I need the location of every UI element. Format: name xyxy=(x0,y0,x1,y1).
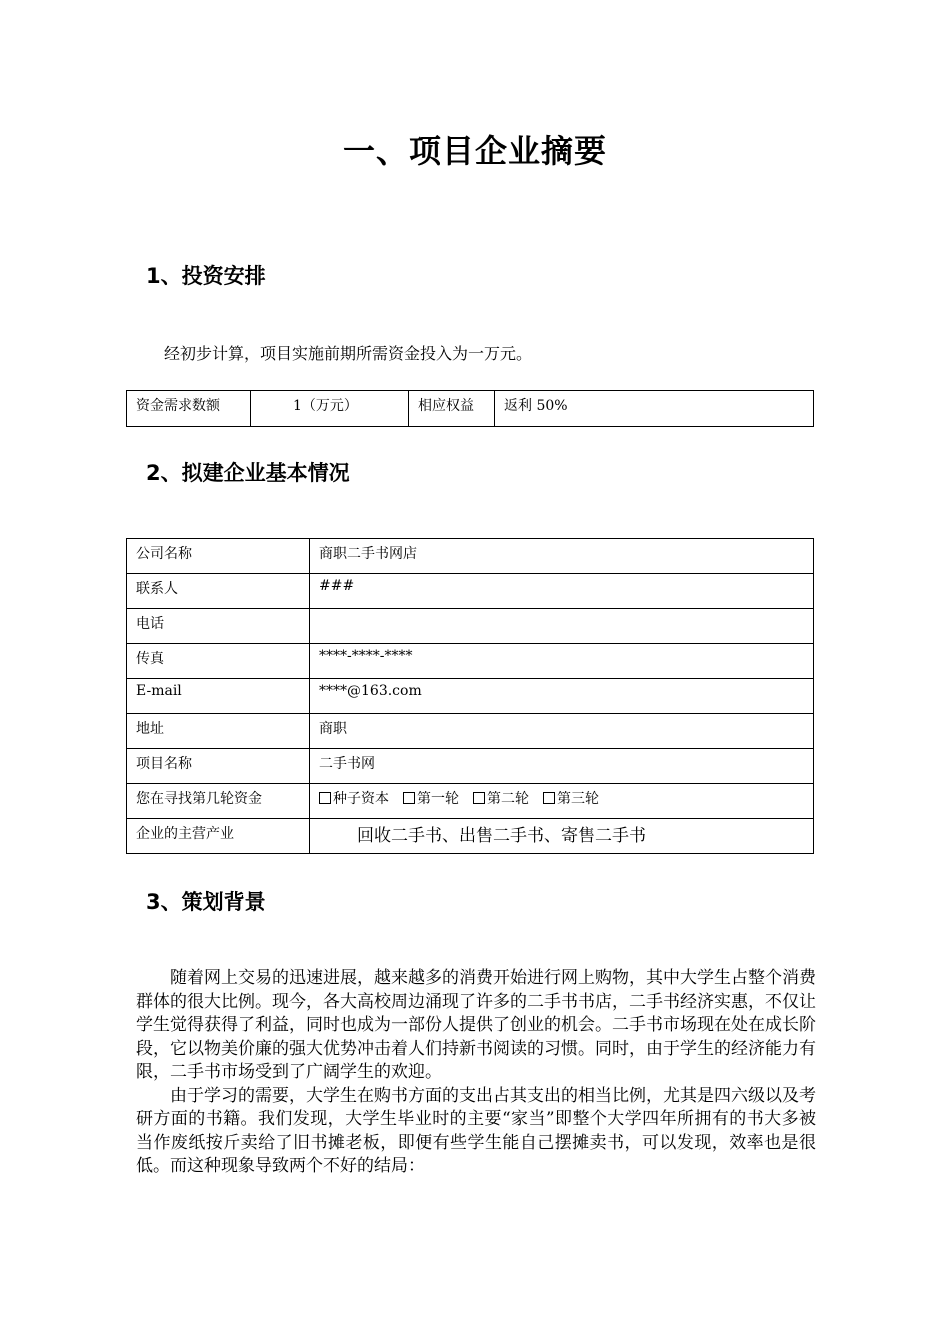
table-row xyxy=(127,574,814,609)
checkbox-icon[interactable] xyxy=(403,792,415,804)
checkbox-icon[interactable] xyxy=(319,792,331,804)
page-title: 一、项目企业摘要 xyxy=(342,132,607,170)
email-label: E-mail xyxy=(127,679,310,714)
table-row xyxy=(127,749,814,784)
checkbox-icon[interactable] xyxy=(543,792,555,804)
table-row xyxy=(127,644,814,679)
email-value: ****@163.com xyxy=(310,679,814,714)
table-row xyxy=(127,391,814,427)
investment-intro: 经初步计算，项目实施前期所需资金投入为一万元。 xyxy=(164,344,533,363)
table-row xyxy=(127,714,814,749)
phone-value xyxy=(310,609,814,644)
table-row xyxy=(127,784,814,819)
fax-label: 传真 xyxy=(127,644,310,679)
company-name-label: 公司名称 xyxy=(127,539,310,574)
section-heading-investment: 1、投资安排 xyxy=(146,264,266,288)
background-text xyxy=(136,967,816,1179)
company-name-value: 商职二手书网店 xyxy=(310,539,814,574)
checkbox-icon[interactable] xyxy=(473,792,485,804)
contact-label: 联系人 xyxy=(127,574,310,609)
table-row xyxy=(127,539,814,574)
project-name-value: 二手书网 xyxy=(310,749,814,784)
round-option-third[interactable]: 第三轮 xyxy=(543,788,599,808)
section-heading-company: 2、拟建企业基本情况 xyxy=(146,461,350,485)
round-option-second[interactable]: 第二轮 xyxy=(473,788,529,808)
table-row xyxy=(127,679,814,714)
address-label: 地址 xyxy=(127,714,310,749)
main-industry-label: 企业的主营产业 xyxy=(127,819,310,854)
funding-round-label: 您在寻找第几轮资金 xyxy=(127,784,310,819)
funding-amount-label: 资金需求数额 xyxy=(127,391,251,427)
background-paragraph-2: 由于学习的需要，大学生在购书方面的支出占其支出的相当比例，尤其是四六级以及考研方面的书籍。我们发现，大学生毕业时的主要“家当”即整个大学四年所拥有的书大多被当作废纸按斤卖给了旧书摊老板，即便有些学生能自己摆摊卖书，可以发现，效率也是很低。而这种现象导致两个不好的结局： xyxy=(136,1085,816,1176)
project-name-label: 项目名称 xyxy=(127,749,310,784)
equity-label: 相应权益 xyxy=(409,391,495,427)
equity-value: 返利 50% xyxy=(495,391,814,427)
contact-value: ### xyxy=(310,574,814,609)
address-value: 商职 xyxy=(310,714,814,749)
investment-table xyxy=(126,390,814,427)
funding-round-options xyxy=(310,784,814,819)
background-paragraph-1: 随着网上交易的迅速进展，越来越多的消费开始进行网上购物，其中大学生占整个消费群体的很大比例。现今，各大高校周边涌现了许多的二手书书店，二手书经济实惠，不仅让学生觉得获得了利益，同时也成为一部份人提供了创业的机会。二手书市场现在处在成长阶段，它以物美价廉的强大优势冲击着人们持新书阅读的习惯。同时，由于学生的经济能力有限，二手书市场受到了广阔学生的欢迎。 xyxy=(136,968,816,1082)
table-row xyxy=(127,609,814,644)
phone-label: 电话 xyxy=(127,609,310,644)
section-heading-background: 3、策划背景 xyxy=(146,890,266,914)
table-row xyxy=(127,819,814,854)
round-option-seed[interactable]: 种子资本 xyxy=(319,788,389,808)
fax-value: ****-****-**** xyxy=(310,644,814,679)
funding-amount-value: 1（万元） xyxy=(251,391,409,427)
company-info-table xyxy=(126,538,814,854)
main-industry-value: 回收二手书、出售二手书、寄售二手书 xyxy=(310,819,814,854)
round-option-first[interactable]: 第一轮 xyxy=(403,788,459,808)
